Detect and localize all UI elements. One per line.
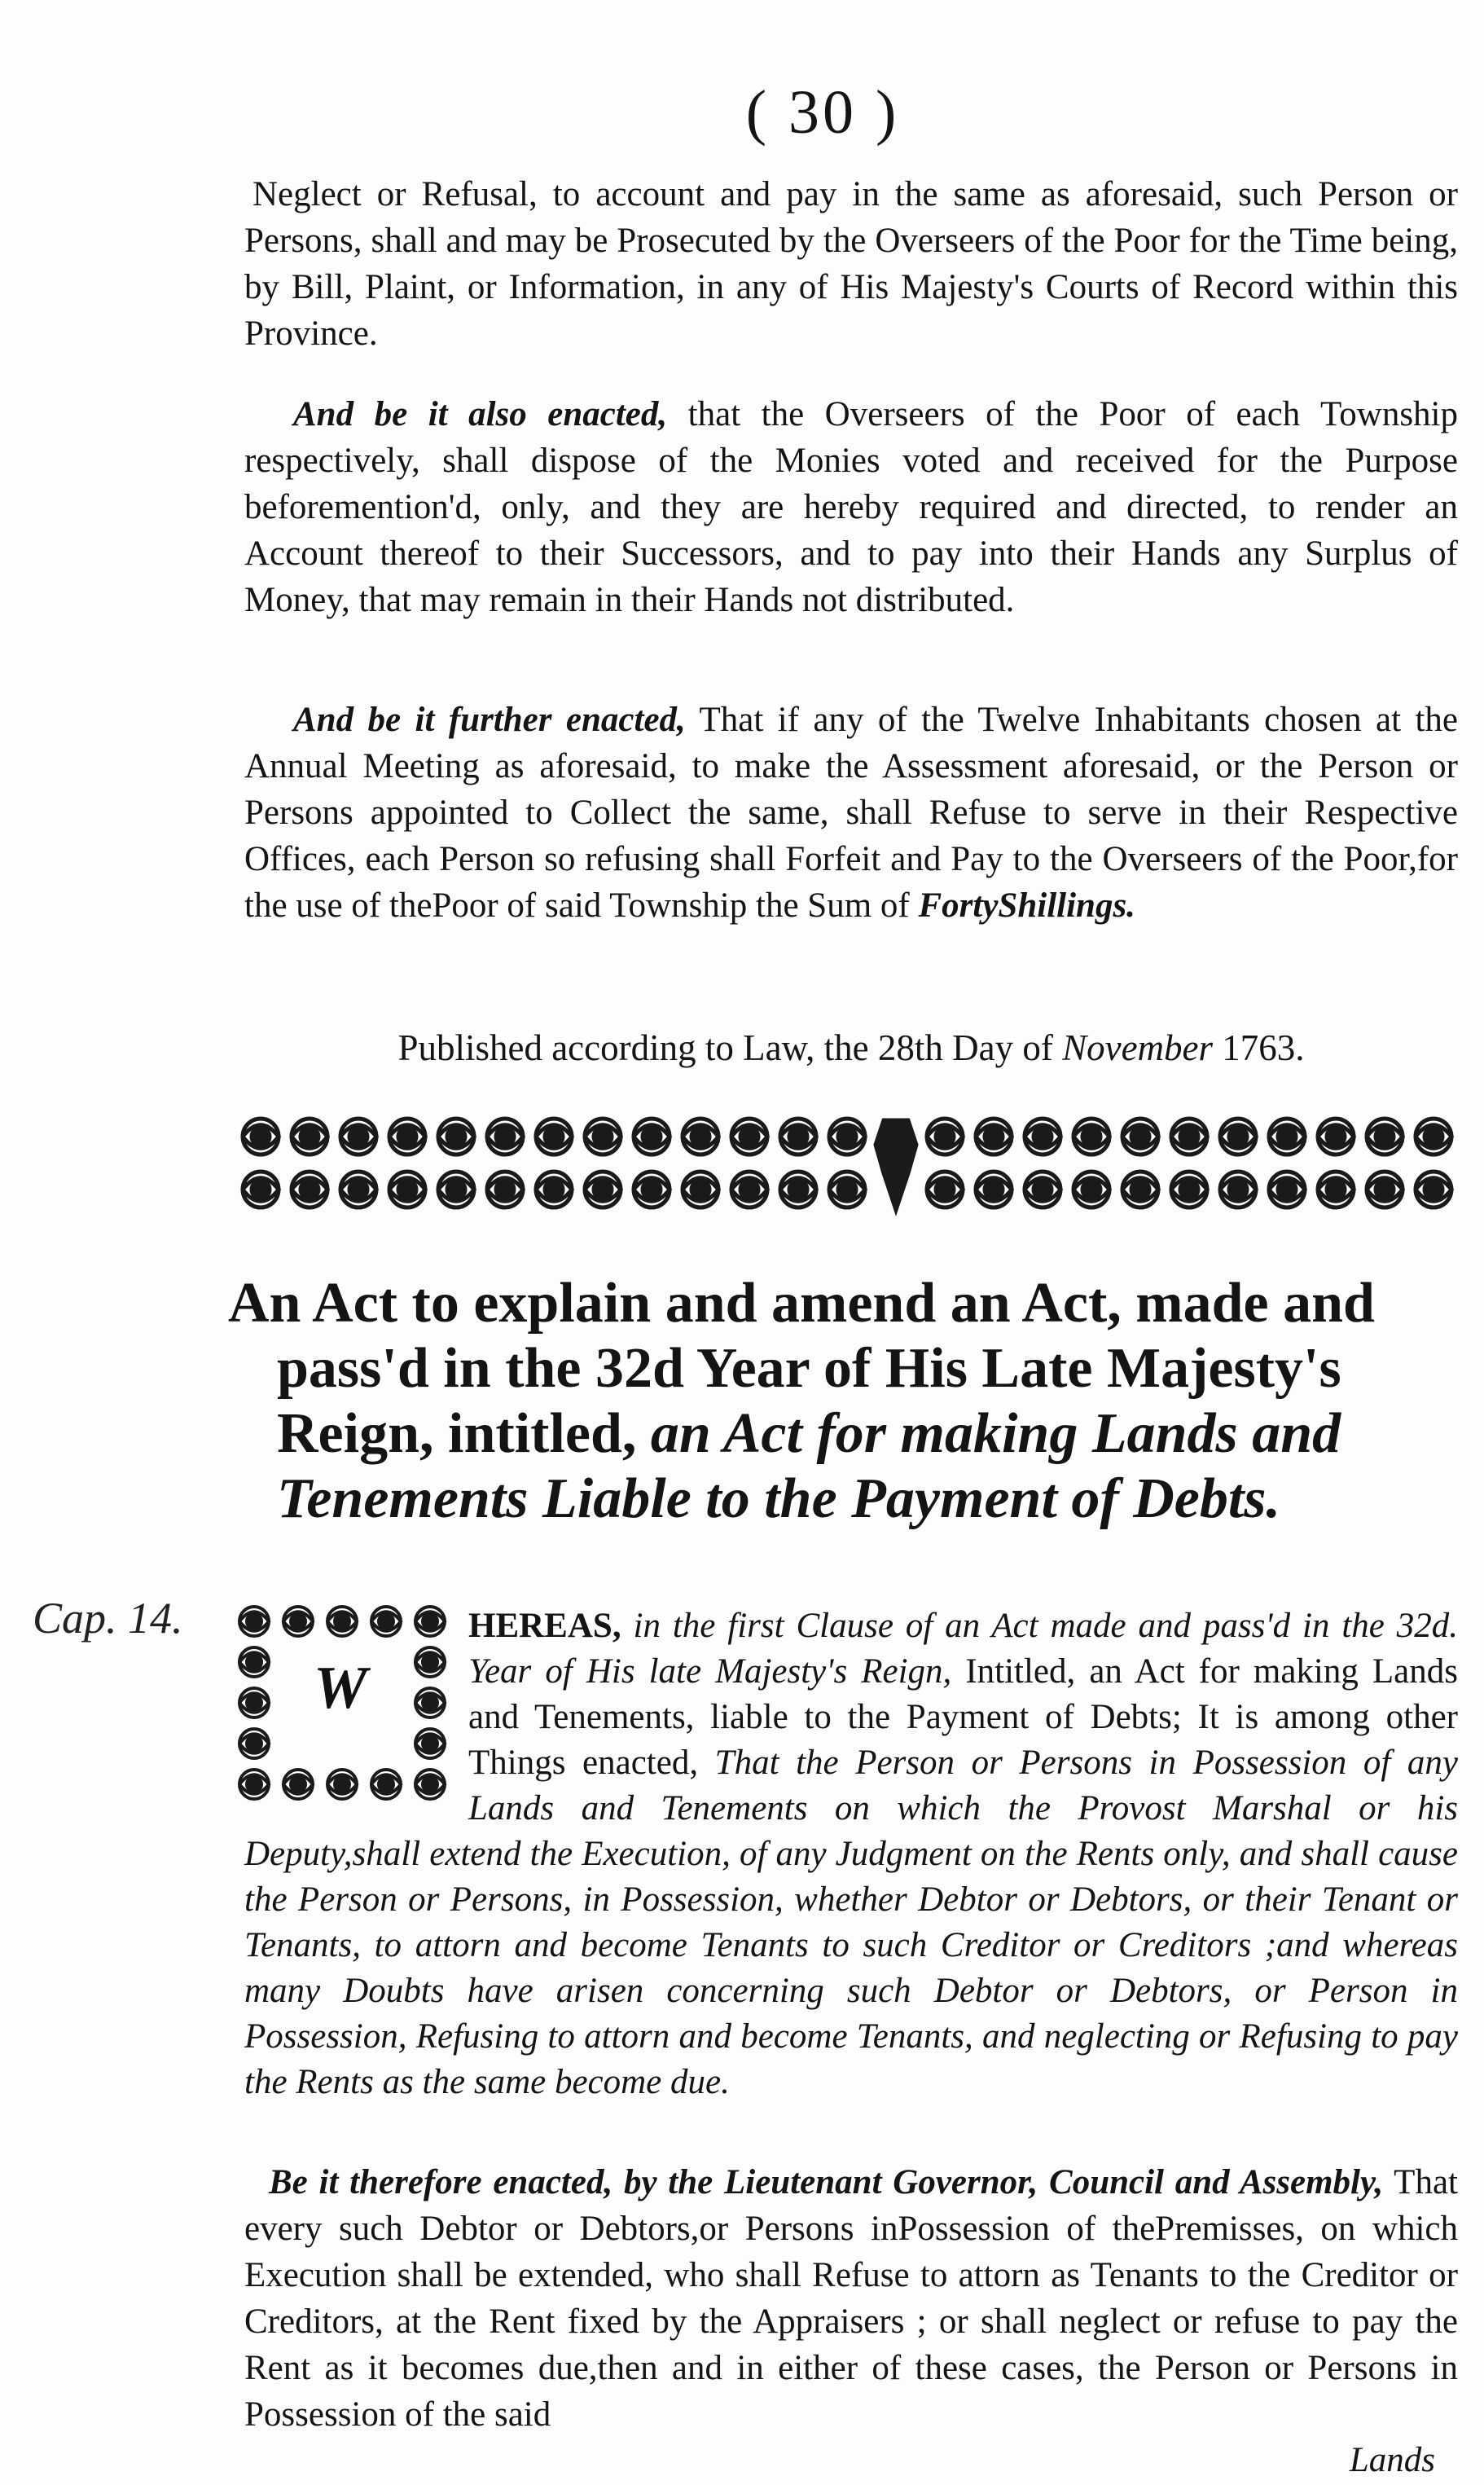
paragraph-enactment <box>244 2159 1458 2438</box>
forfeit-sum: FortyShillings. <box>918 886 1135 925</box>
handwritten-margin-note: Cap. 14. <box>33 1594 183 1643</box>
publication-year: 1763. <box>1213 1027 1305 1068</box>
printers-ornament-band <box>236 1112 1462 1218</box>
whereas-word: HEREAS, <box>468 1607 621 1645</box>
whereas-text-1: in the first Clause of an Act made and pass'd in the 32d. Year of His late Majesty's Reign, <box>468 1607 1458 1691</box>
act-title-roman: Reign, intitled, <box>277 1402 651 1465</box>
enacting-clause: Be it therefore enacted, by the Lieutenant Governor, Council and Assembly, <box>269 2163 1384 2201</box>
drop-cap-letter: W <box>314 1655 367 1722</box>
page-number: ( 30 ) <box>745 78 900 147</box>
publication-note <box>244 1027 1458 1069</box>
publication-month: November <box>1062 1027 1214 1068</box>
act-title-italic: an Act for making Lands and <box>650 1402 1341 1465</box>
whereas-text-2: Intitled, an Act for making Lands and Tenements, liable to the Payment of Debts; It is among other Things enacted, <box>468 1652 1458 1782</box>
act-title-line-3 <box>228 1401 1458 1467</box>
publication-text: Published according to Law, the 28th Day of <box>397 1027 1063 1068</box>
paragraph-text: That if any of the Twelve Inhabitants chosen at the Annual Meeting as aforesaid, to make the Assessment aforesaid, or the Person or Persons appointed to Collect the same, shall Refuse to serve in their Respective Offices, each Person so refusing shall Forfeit and Pay to the Overseers of the Poor,for the use of thePoor of said Township the Sum of <box>244 701 1459 925</box>
whereas-text-3: That the Person or Persons in Possession of any Lands and Tenements on which the Provost Marshal or his Deputy,shall extend the Execution, of any Judgment on the Rents only, and shall cause the Person or Persons, in Possession, whether Debtor or Debtors, or their Tenant or Tenants, to attorn and become Tenants to such Creditor or Creditors ;and whereas many Doubts have arisen concerning such Debtor or Debtors, or Person in Possession, Refusing to attorn and become Tenants, and neglecting or Refusing to pay the Rents as the same become due. <box>244 1744 1458 2101</box>
paragraph-overseers <box>244 391 1458 623</box>
act-title <box>228 1271 1458 1532</box>
paragraph-text: That every such Debtor or Debtors,or Persons inPossession of thePremisses, on which Execution shall be extended, who shall Refuse to attorn as Tenants to the Creditor or Creditors, at the Rent fixed by the Appraisers ; or shall neglect or refuse to pay the Rent as it becomes due,then and in either of these cases, the Person or Persons in Possession of the said <box>244 2163 1458 2434</box>
paragraph-neglect: Neglect or Refusal, to account and pay in the same as aforesaid, such Person or Persons, shall and may be Prosecuted by the Overseers of the Poor for the Time being, by Bill, Plaint, or Information, in any of His Majesty's Courts of Record within this Province. <box>244 175 1458 353</box>
catchword: Lands <box>1349 2441 1435 2479</box>
paragraph-twelve-inhabitants <box>244 697 1458 929</box>
paragraph-text: that the Overseers of the Poor of each Township respectively, shall dispose of the Monies voted and received for the Purpose beforemention'd, only, and they are hereby required and directed, to render an Account thereof to their Successors, and to pay into their Hands any Surplus of Money, that may remain in their Hands not distributed. <box>244 395 1459 619</box>
enacting-clause: And be it also enacted, <box>293 395 668 433</box>
enacting-clause: And be it further enacted, <box>293 701 686 739</box>
act-title-line-1: An Act to explain and amend an Act, made and <box>228 1272 1375 1335</box>
whereas-paragraph <box>244 1603 1458 2105</box>
act-title-line-4: Tenements Liable to the Payment of Debts. <box>277 1467 1281 1530</box>
act-title-line-2: pass'd in the 32d Year of His Late Majesty's <box>277 1337 1341 1400</box>
